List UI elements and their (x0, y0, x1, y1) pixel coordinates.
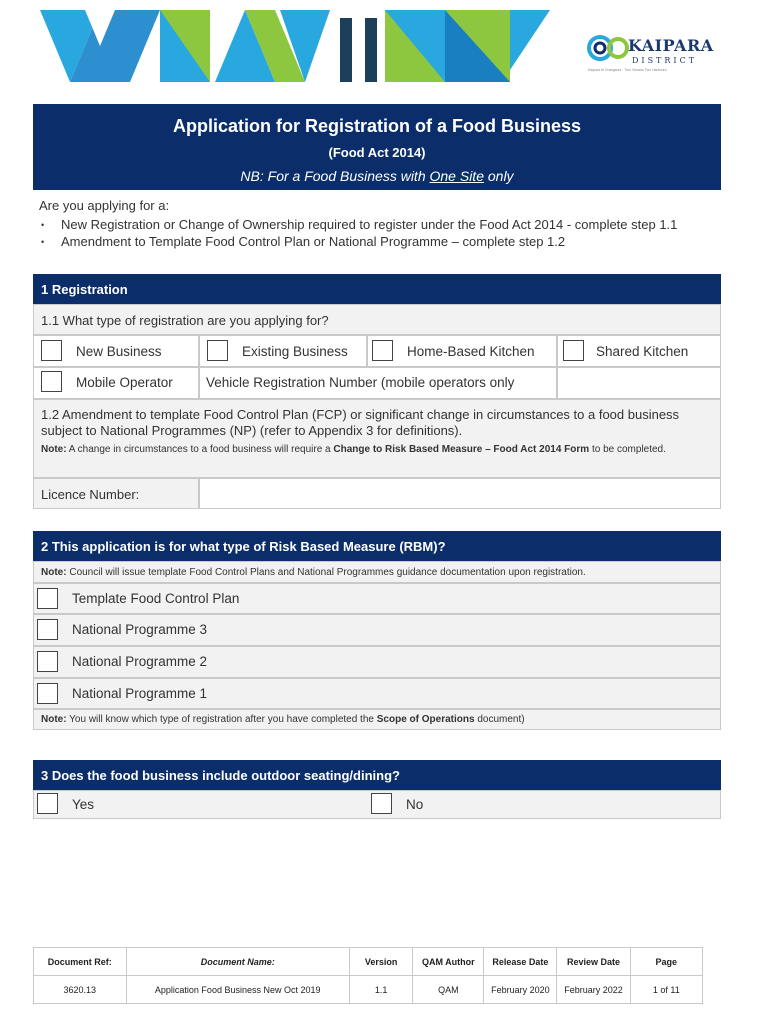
footer-value: QAM (413, 976, 484, 1004)
footer-value: Application Food Business New Oct 2019 (126, 976, 349, 1004)
q12-label: 1.2 Amendment to template Food Control Plan (FCP) or significant change in circumstances to a food business subject to National Programmes (NP) (refer to Appendix 3 for definitions). (41, 407, 680, 438)
document-footer-table (33, 947, 703, 1004)
footer-value: 1.1 (349, 976, 412, 1004)
footer-value-row (34, 976, 703, 1004)
page-title: Application for Registration of a Food Business (172, 116, 582, 136)
footer-header: QAM Author (413, 948, 484, 976)
footer-header: Release Date (484, 948, 557, 976)
nb-line: NB: For a Food Business with One Site only (240, 168, 514, 184)
section2-note2: Note: You will know which type of registration after you have completed the Scope of Operations document) (33, 709, 721, 730)
q11-label: 1.1 What type of registration are you applying for? (33, 304, 721, 335)
intro-question: Are you applying for a: (39, 198, 170, 213)
new-business-checkbox[interactable] (41, 340, 62, 361)
one-site-link: One Site (429, 168, 484, 184)
q12-block (33, 399, 721, 478)
national-programme-1-checkbox[interactable] (37, 683, 58, 704)
banner-graphic (40, 10, 550, 82)
footer-header-row (34, 948, 703, 976)
act-subtitle: (Food Act 2014) (328, 145, 426, 160)
home-based-kitchen-checkbox[interactable] (372, 340, 393, 361)
existing-business-checkbox[interactable] (207, 340, 228, 361)
template-fcp-label: Template Food Control Plan (72, 591, 240, 606)
footer-header: Review Date (557, 948, 630, 976)
footer-header: Page (630, 948, 702, 976)
outdoor-no-label: No (406, 797, 424, 812)
intro-list (39, 217, 729, 250)
footer-header: Version (349, 948, 412, 976)
national-programme-3-checkbox[interactable] (37, 619, 58, 640)
outdoor-yes-label: Yes (72, 797, 95, 812)
list-item: • New Registration or Change of Ownership required to register under the Food Act 2014 - complete step 1.1 (61, 217, 729, 233)
mobile-operator-label: Mobile Operator (76, 375, 173, 390)
vehicle-number-input[interactable] (557, 367, 721, 399)
footer-value: 3620.13 (34, 976, 127, 1004)
national-programme-2-checkbox[interactable] (37, 651, 58, 672)
shared-kitchen-checkbox[interactable] (563, 340, 584, 361)
q12-note: Note: A change in circumstances to a food business will require a Change to Risk Based Measure – Food Act 2014 Form to be completed. (41, 444, 666, 455)
national-programme-2-label: National Programme 2 (72, 654, 208, 669)
national-programme-3-label: National Programme 3 (72, 622, 208, 637)
shared-kitchen-label: Shared Kitchen (596, 344, 689, 359)
section3-heading: 3 Does the food business include outdoor seating/dining? (33, 760, 721, 790)
home-based-kitchen-label: Home-Based Kitchen (407, 344, 535, 359)
new-business-label: New Business (76, 344, 162, 359)
footer-header: Document Ref: (34, 948, 127, 976)
licence-number-input[interactable] (199, 478, 721, 509)
outdoor-no-checkbox[interactable] (371, 793, 392, 814)
list-item: • Amendment to Template Food Control Plan or National Programme – complete step 1.2 (61, 234, 729, 250)
logo-tagline: Kaipara te Oranganui · Two Oceans Two Harbours (588, 68, 667, 72)
template-fcp-checkbox[interactable] (37, 588, 58, 609)
intro (39, 198, 729, 251)
section2-note: Note: Council will issue template Food Control Plans and National Programmes guidance documentation upon registration. (33, 561, 721, 583)
existing-business-label: Existing Business (242, 344, 348, 359)
vehicle-registration-label: Vehicle Registration Number (mobile operators only (206, 375, 515, 390)
section2-heading: 2 This application is for what type of Risk Based Measure (RBM)? (33, 531, 721, 561)
outdoor-yes-checkbox[interactable] (37, 793, 58, 814)
footer-header: Document Name: (126, 948, 349, 976)
logo-name: KAIPARA (628, 36, 714, 55)
licence-number-label: Licence Number: (33, 478, 199, 509)
section1-heading: 1 Registration (33, 274, 721, 304)
national-programme-1-label: National Programme 1 (72, 686, 208, 701)
footer-value: 1 of 11 (630, 976, 702, 1004)
footer-value: February 2020 (484, 976, 557, 1004)
mobile-operator-checkbox[interactable] (41, 371, 62, 392)
title-box (33, 104, 721, 190)
footer-value: February 2022 (557, 976, 630, 1004)
logo-sub: DISTRICT (632, 56, 698, 65)
